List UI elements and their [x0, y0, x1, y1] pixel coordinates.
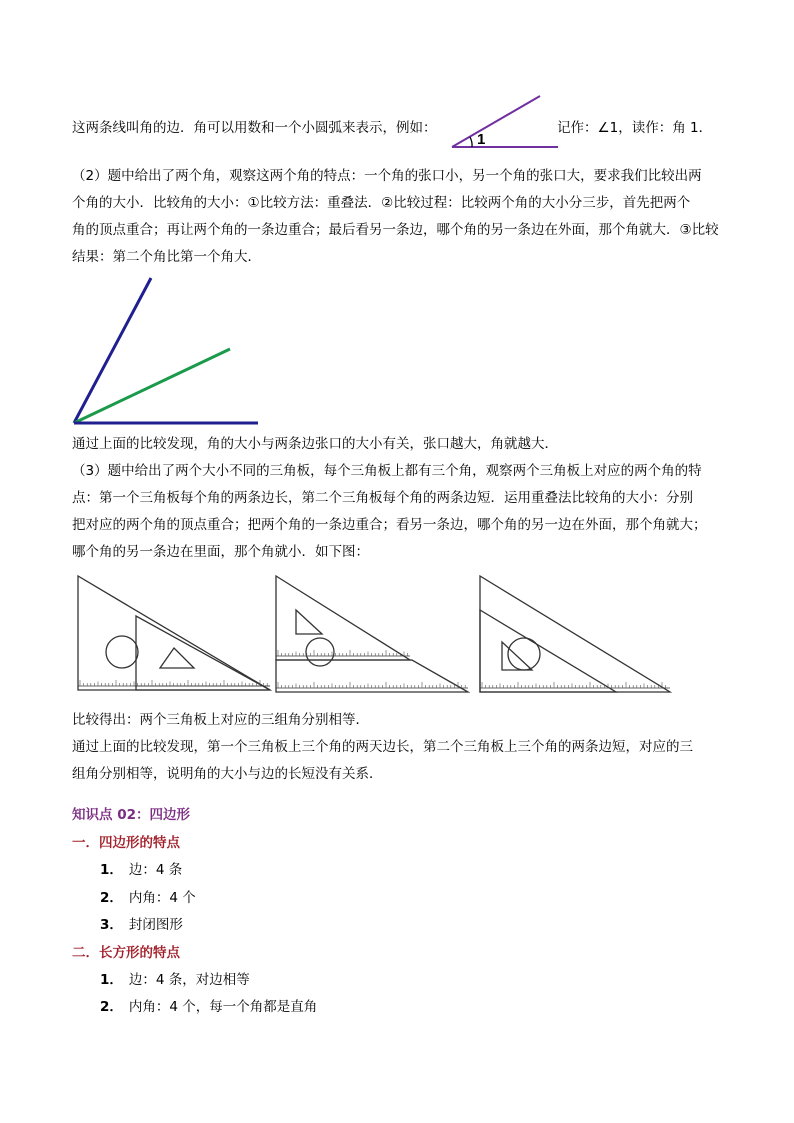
- para4-line-2: 通过上面的比较发现，第一个三角板上三个角的两天边长，第二个三角板上三个角的两条边短，对应的三: [72, 739, 693, 755]
- list-item-number: 1．: [100, 972, 123, 988]
- para2-line-4: 结果：第二个角比第一个角大．: [72, 249, 261, 265]
- ruler-ticks-1: [80, 680, 267, 686]
- list-item-text: 封闭图形: [128, 917, 183, 933]
- para2-line-2: 个角的大小．比较角的大小：①比较方法：重叠法．②比较过程：比较两个角的大小分三步，首先把两个: [72, 195, 691, 211]
- para3-line-2: （3）题中给出了两个大小不同的三角板，每个三角板上都有三个角，观察两个三角板上对应的两个角的特: [72, 463, 702, 479]
- overlapping-angles-figure: [68, 274, 268, 430]
- list-item: [100, 970, 250, 990]
- list-item-text: 内角：4 个: [128, 890, 196, 906]
- list-item-text: 内角：4 个，每一个角都是直角: [128, 999, 318, 1015]
- ruler-ticks-3: [482, 682, 666, 688]
- para3-line-4: 把对应的两个角的顶点重合；把两个角的一条边重合；看另一条边，哪个角的另一边在外面，那个角就大；: [72, 517, 707, 533]
- list-item-number: 2．: [100, 890, 123, 906]
- triangle-ruler-figure-2: [272, 572, 472, 696]
- list-item-number: 3．: [100, 917, 123, 933]
- para3-line-3: 点：第一个三角板每个角的两条边长，第二个三角板每个角的两条边短．运用重叠法比较角的大小：分别: [72, 490, 693, 506]
- list-item: [100, 888, 196, 908]
- para3-line-1: 通过上面的比较发现，角的大小与两条边张口的大小有关，张口越大，角就越大．: [72, 436, 558, 452]
- ruler-ticks-2a: [278, 650, 408, 656]
- subsection-2-title: 二．长方形的特点: [72, 945, 180, 961]
- ruler-ticks-2b: [278, 682, 465, 688]
- para2-line-3: 角的顶点重合；再让两个角的一条边重合；最后看另一条边，哪个角的另一条边在外面，那个角就大．③比较: [72, 222, 719, 238]
- para1-text-before: 这两条线叫角的边．角可以用数和一个小圆弧来表示，例如：: [72, 120, 437, 136]
- angle-1-example-figure: [448, 94, 560, 152]
- list-item-number: 1．: [100, 862, 123, 878]
- para4-line-1: 比较得出：两个三角板上对应的三组角分别相等．: [72, 712, 369, 728]
- para2-line-1: （2）题中给出了两个角，观察这两个角的特点：一个角的张口小，另一个角的张口大，要求我们比较出两: [72, 168, 702, 184]
- triangle-ruler-figure-3: [476, 572, 676, 696]
- section-title: 知识点 02：四边形: [72, 807, 190, 823]
- angle-1-label: 1: [477, 131, 486, 148]
- list-item-text: 边：4 条，对边相等: [128, 972, 250, 988]
- subsection-1-title: 一．四边形的特点: [72, 835, 180, 851]
- triangle-ruler-figure-1: [74, 572, 274, 696]
- list-item: [100, 860, 182, 880]
- list-item-text: 边：4 条: [128, 862, 183, 878]
- para3-line-5: 哪个角的另一条边在里面，那个角就小．如下图：: [72, 544, 369, 560]
- list-item: [100, 915, 183, 935]
- para1-text-after: 记作：∠1，读作：角 1．: [557, 120, 713, 136]
- para4-line-3: 组角分别相等，说明角的大小与边的长短没有关系．: [72, 766, 383, 782]
- list-item-number: 2．: [100, 999, 123, 1015]
- list-item: [100, 997, 317, 1017]
